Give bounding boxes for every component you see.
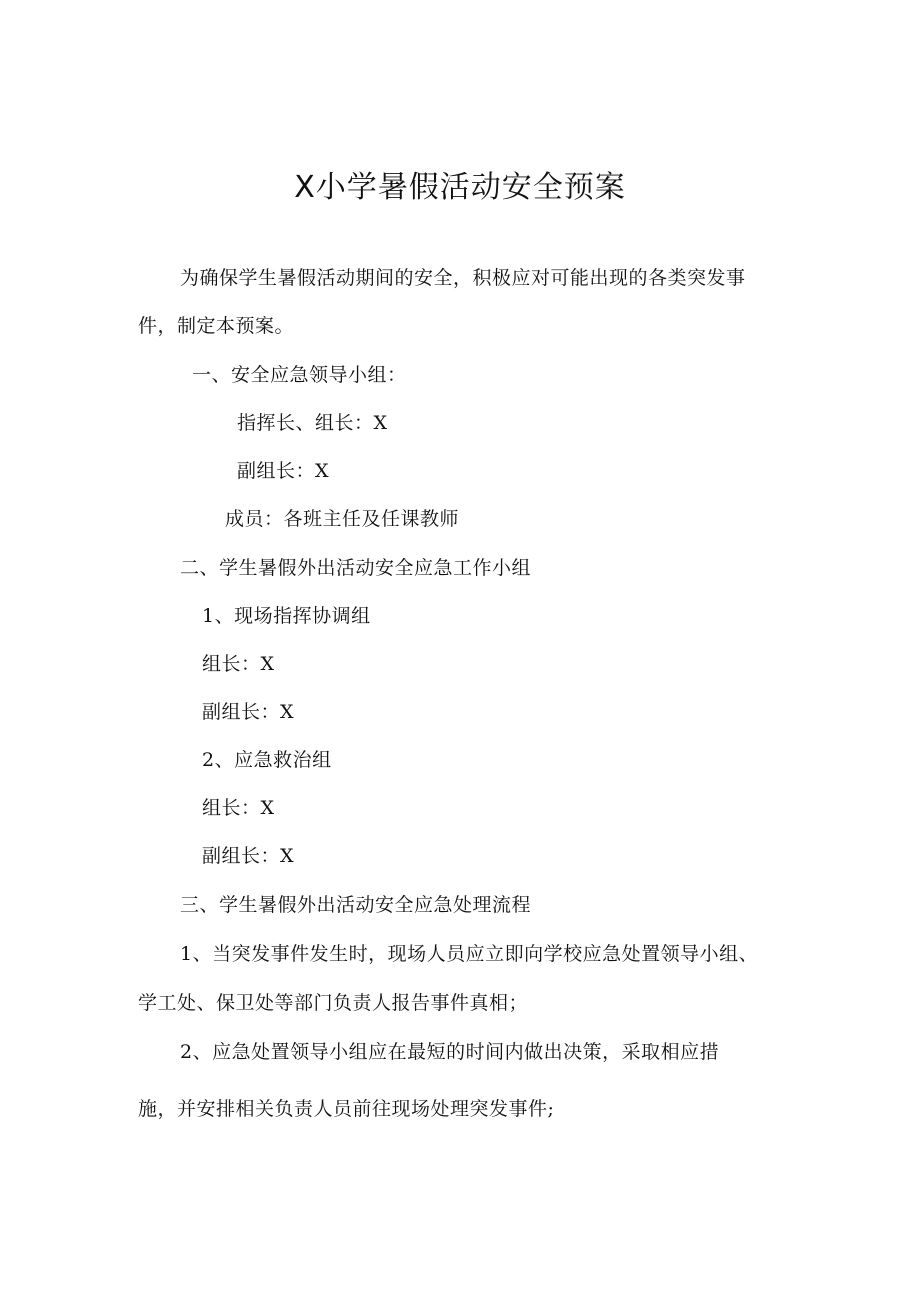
- process-1-line-2: 学工处、保卫处等部门负责人报告事件真相；: [138, 992, 529, 1014]
- section-1-heading: 一、安全应急领导小组：: [192, 364, 407, 386]
- process-1-line-1: 1、当突发事件发生时，现场人员应立即向学校应急处置领导小组、: [180, 943, 759, 965]
- section-3-heading: 三、学生暑假外出活动安全应急处理流程: [180, 894, 532, 916]
- group-2-leader: 组长：X: [202, 797, 275, 819]
- process-2-line-1: 2、应急处置领导小组应在最短的时间内做出决策，采取相应措: [180, 1041, 720, 1063]
- deputy-leader-line: 副组长：X: [237, 460, 330, 482]
- group-1-heading: 1、现场指挥协调组: [202, 605, 371, 627]
- intro-line-1: 为确保学生暑假活动期间的安全，积极应对可能出现的各类突发事: [180, 267, 746, 289]
- group-2-deputy: 副组长：X: [202, 845, 295, 867]
- document-title: X小学暑假活动安全预案: [294, 170, 626, 205]
- members-line: 成员：各班主任及任课教师: [225, 508, 460, 530]
- group-1-leader: 组长：X: [202, 653, 275, 675]
- commander-line: 指挥长、组长：X: [237, 412, 388, 434]
- group-1-deputy: 副组长：X: [202, 701, 295, 723]
- intro-line-2: 件，制定本预案。: [138, 315, 295, 337]
- section-2-heading: 二、学生暑假外出活动安全应急工作小组: [180, 557, 532, 579]
- process-2-line-2: 施，并安排相关负责人员前往现场处理突发事件;: [138, 1098, 555, 1120]
- group-2-heading: 2、应急救治组: [202, 749, 332, 771]
